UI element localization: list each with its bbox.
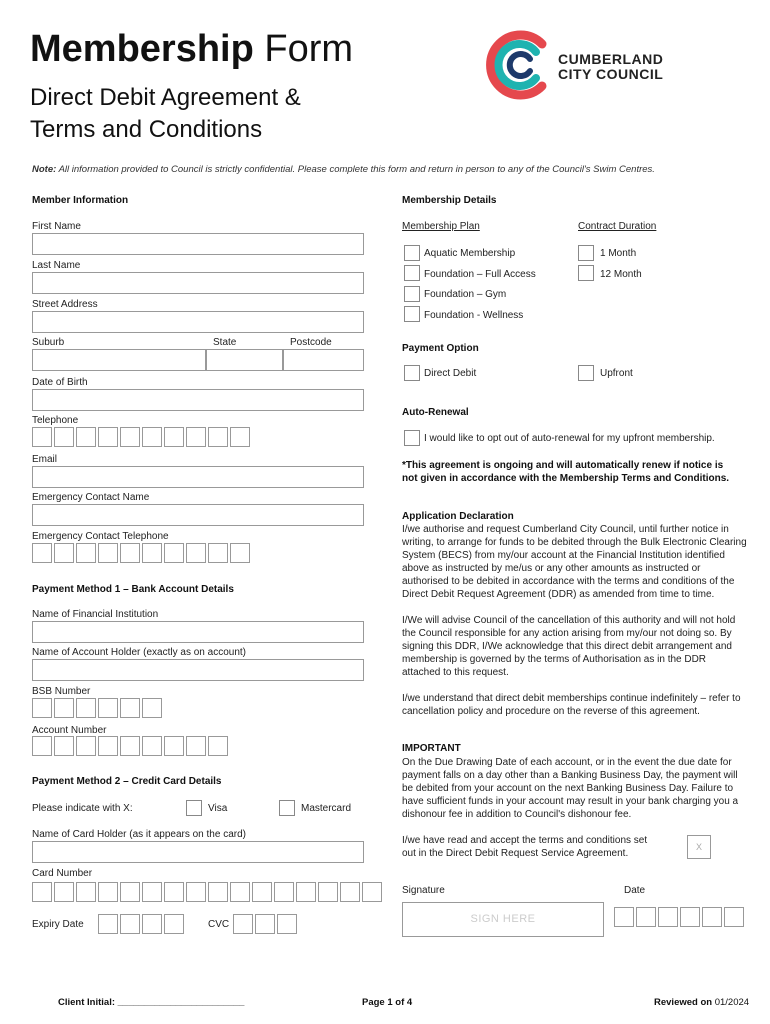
dob-label: Date of Birth	[32, 377, 88, 388]
date-digit-box[interactable]	[658, 907, 678, 927]
declaration-para-1: I/we authorise and request Cumberland City Council, until further notice in writing, to arrange for funds to be debited through the Bulk Electronic Clearing System (BECS) from my/our account at the Financial Institution identified above as instructed by me/us or any other amounts as instructed or authorised to be debited in accordance with the terms and conditions of the Direct Debit Request Agreement (DDR) as amended from time to time.	[402, 524, 747, 600]
signature-label: Signature	[402, 885, 445, 896]
date-digit-box[interactable]	[680, 907, 700, 927]
date-digit-box[interactable]	[724, 907, 744, 927]
visa-checkbox[interactable]	[186, 800, 202, 816]
card-digit-box[interactable]	[186, 882, 206, 902]
last-name-label: Last Name	[32, 260, 81, 271]
expiry-label: Expiry Date	[32, 919, 84, 930]
card-digit-box[interactable]	[340, 882, 360, 902]
cvc-digit-box[interactable]	[277, 914, 297, 934]
mastercard-label: Mastercard	[301, 803, 352, 814]
plan-gym-checkbox[interactable]	[404, 286, 420, 302]
state-label: State	[213, 337, 237, 348]
duration-1-month-checkbox[interactable]	[578, 245, 594, 261]
logo-line-2: CITY COUNCIL	[558, 66, 664, 82]
account-digit-box[interactable]	[76, 736, 96, 756]
telephone-digit-box[interactable]	[54, 427, 74, 447]
declaration-para-2: I/We will advise Council of the cancellation of this authority and will not hold the Council responsible for any action arising from my/our not doing so. By signing this DDR, I/We acknowledge that this direct debit arrangement and membership is governed by the terms of Authorisation as in the DDR attached to this request.	[402, 615, 736, 678]
visa-label: Visa	[208, 803, 228, 814]
card-digit-box[interactable]	[164, 882, 184, 902]
telephone-digit-box[interactable]	[230, 427, 250, 447]
emergency-name-field[interactable]	[32, 504, 364, 526]
suburb-field[interactable]	[32, 349, 206, 371]
account-digit-box[interactable]	[186, 736, 206, 756]
membership-details-heading: Membership Details	[402, 195, 497, 206]
bsb-digit-box[interactable]	[76, 698, 96, 718]
client-initial: Client Initial: ________________________	[58, 997, 245, 1008]
council-logo	[480, 28, 670, 98]
card-digit-box[interactable]	[120, 882, 140, 902]
last-name-field[interactable]	[32, 272, 364, 294]
direct-debit-checkbox[interactable]	[404, 365, 420, 381]
payment-method-1-heading: Payment Method 1 – Bank Account Details	[32, 584, 234, 595]
plan-aquatic-label: Aquatic Membership	[424, 248, 516, 259]
duration-1-month-label: 1 Month	[600, 248, 637, 259]
opt-out-checkbox[interactable]	[404, 430, 420, 446]
account-digit-box[interactable]	[164, 736, 184, 756]
emergency-name-label: Emergency Contact Name	[32, 492, 150, 503]
telephone-digit-box[interactable]	[186, 427, 206, 447]
account-digit-box[interactable]	[120, 736, 140, 756]
emergency-phone-digit-box[interactable]	[186, 543, 206, 563]
telephone-digit-box[interactable]	[32, 427, 52, 447]
telephone-digit-box[interactable]	[164, 427, 184, 447]
account-digit-box[interactable]	[32, 736, 52, 756]
card-digit-box[interactable]	[318, 882, 338, 902]
bsb-digit-box[interactable]	[120, 698, 140, 718]
important-heading: IMPORTANT	[402, 743, 461, 754]
cvc-digit-box[interactable]	[255, 914, 275, 934]
bsb-digit-box[interactable]	[54, 698, 74, 718]
card-digit-box[interactable]	[274, 882, 294, 902]
accept-terms-checkbox[interactable]: X	[687, 835, 711, 859]
mastercard-checkbox[interactable]	[279, 800, 295, 816]
plan-gym-label: Foundation – Gym	[424, 289, 507, 300]
dob-field[interactable]	[32, 389, 364, 411]
declaration-heading: Application Declaration	[402, 511, 514, 522]
telephone-digit-box[interactable]	[98, 427, 118, 447]
emergency-phone-digit-box[interactable]	[120, 543, 140, 563]
upfront-checkbox[interactable]	[578, 365, 594, 381]
date-digit-box[interactable]	[702, 907, 722, 927]
plan-full-access-label: Foundation – Full Access	[424, 269, 536, 280]
account-digit-box[interactable]	[98, 736, 118, 756]
card-holder-label: Name of Card Holder (as it appears on the card)	[32, 829, 246, 840]
indicate-label: Please indicate with X:	[32, 803, 133, 814]
confidentiality-note: Note: All information provided to Council is strictly confidential. Please complete this form and return in person to any of the Council's Swim Centres.	[32, 164, 655, 175]
payment-method-2-heading: Payment Method 2 – Credit Card Details	[32, 776, 222, 787]
state-field[interactable]	[206, 349, 283, 371]
auto-renewal-heading: Auto-Renewal	[402, 407, 469, 418]
plan-aquatic-checkbox[interactable]	[404, 245, 420, 261]
page-number: Page 1 of 4	[362, 997, 413, 1008]
plan-wellness-label: Foundation - Wellness	[424, 310, 524, 321]
date-digit-box[interactable]	[636, 907, 656, 927]
card-digit-box[interactable]	[32, 882, 52, 902]
account-holder-field[interactable]	[32, 659, 364, 681]
council-logo-icon	[480, 24, 560, 104]
card-holder-field[interactable]	[32, 841, 364, 863]
expiry-digit-box[interactable]	[98, 914, 118, 934]
emergency-phone-digit-box[interactable]	[142, 543, 162, 563]
telephone-digit-box[interactable]	[208, 427, 228, 447]
card-digit-box[interactable]	[362, 882, 382, 902]
bsb-digit-box[interactable]	[142, 698, 162, 718]
email-label: Email	[32, 454, 58, 465]
street-address-field[interactable]	[32, 311, 364, 333]
direct-debit-label: Direct Debit	[424, 368, 477, 379]
signature-placeholder: SIGN HERE	[470, 913, 536, 925]
card-digit-box[interactable]	[230, 882, 250, 902]
date-digit-box[interactable]	[614, 907, 634, 927]
expiry-digit-box[interactable]	[120, 914, 140, 934]
page-subtitle: Direct Debit Agreement & Terms and Conditions	[30, 84, 301, 143]
emergency-phone-digit-box[interactable]	[32, 543, 52, 563]
date-label: Date	[624, 885, 646, 896]
emergency-phone-label: Emergency Contact Telephone	[32, 531, 169, 542]
first-name-label: First Name	[32, 221, 81, 232]
card-digit-box[interactable]	[208, 882, 228, 902]
first-name-field[interactable]	[32, 233, 364, 255]
email-field[interactable]	[32, 466, 364, 488]
emergency-phone-digit-box[interactable]	[98, 543, 118, 563]
opt-out-label: I would like to opt out of auto-renewal for my upfront membership.	[424, 433, 715, 444]
institution-label: Name of Financial Institution	[32, 609, 159, 620]
postcode-label: Postcode	[290, 337, 332, 348]
telephone-digit-box[interactable]	[76, 427, 96, 447]
card-digit-box[interactable]	[142, 882, 162, 902]
emergency-phone-digit-box[interactable]	[164, 543, 184, 563]
payment-option-heading: Payment Option	[402, 343, 479, 354]
account-digit-box[interactable]	[54, 736, 74, 756]
telephone-digit-box[interactable]	[142, 427, 162, 447]
signature-box[interactable]	[402, 902, 604, 937]
cvc-digit-box[interactable]	[233, 914, 253, 934]
duration-12-month-label: 12 Month	[600, 269, 642, 280]
account-number-label: Account Number	[32, 725, 107, 736]
declaration-para-3: I/we understand that direct debit memberships continue indefinitely – refer to cancellation policy and procedure on the reverse of this agreement.	[402, 693, 741, 717]
reviewed-on: Reviewed on 01/2024	[654, 997, 750, 1008]
plan-full-access-checkbox[interactable]	[404, 265, 420, 281]
emergency-phone-digit-box[interactable]	[54, 543, 74, 563]
account-digit-box[interactable]	[142, 736, 162, 756]
bsb-digit-box[interactable]	[98, 698, 118, 718]
upfront-label: Upfront	[600, 368, 633, 379]
postcode-field[interactable]	[283, 349, 364, 371]
card-digit-box[interactable]	[76, 882, 96, 902]
card-digit-box[interactable]	[54, 882, 74, 902]
plan-wellness-checkbox[interactable]	[404, 306, 420, 322]
card-number-label: Card Number	[32, 868, 93, 879]
suburb-label: Suburb	[32, 337, 65, 348]
card-digit-box[interactable]	[296, 882, 316, 902]
cvc-label: CVC	[208, 919, 230, 930]
auto-renewal-notice: *This agreement is ongoing and will automatically renew if notice is not given in accordance with the Membership Terms and Conditions.	[402, 460, 730, 484]
plan-heading: Membership Plan	[402, 221, 480, 232]
account-digit-box[interactable]	[208, 736, 228, 756]
emergency-phone-digit-box[interactable]	[208, 543, 228, 563]
bsb-label: BSB Number	[32, 686, 91, 697]
card-digit-box[interactable]	[98, 882, 118, 902]
telephone-label: Telephone	[32, 415, 79, 426]
important-text: On the Due Drawing Date of each account, or in the event the due date for payment falls on a day other than a Banking Business Day, the payment will be debited from your account on the next Banking Business Day. Failure to have sufficient funds in your account may result in your bank charging you a dishonour fee in addition to Council's dishonour fee.	[402, 757, 739, 820]
member-info-heading: Member Information	[32, 195, 129, 206]
telephone-digit-box[interactable]	[120, 427, 140, 447]
account-holder-label: Name of Account Holder (exactly as on account)	[32, 647, 246, 658]
duration-heading: Contract Duration	[578, 221, 657, 232]
accept-terms-text: I/we have read and accept the terms and conditions set out in the Direct Debit Request Service Agreement.	[402, 835, 648, 859]
card-digit-box[interactable]	[252, 882, 272, 902]
expiry-digit-box[interactable]	[142, 914, 162, 934]
bsb-digit-box[interactable]	[32, 698, 52, 718]
duration-12-month-checkbox[interactable]	[578, 265, 594, 281]
expiry-digit-box[interactable]	[164, 914, 184, 934]
institution-field[interactable]	[32, 621, 364, 643]
street-address-label: Street Address	[32, 299, 98, 310]
logo-line-1: CUMBERLAND	[558, 51, 664, 67]
page-title: Membership Form	[30, 28, 354, 70]
emergency-phone-digit-box[interactable]	[76, 543, 96, 563]
emergency-phone-digit-box[interactable]	[230, 543, 250, 563]
